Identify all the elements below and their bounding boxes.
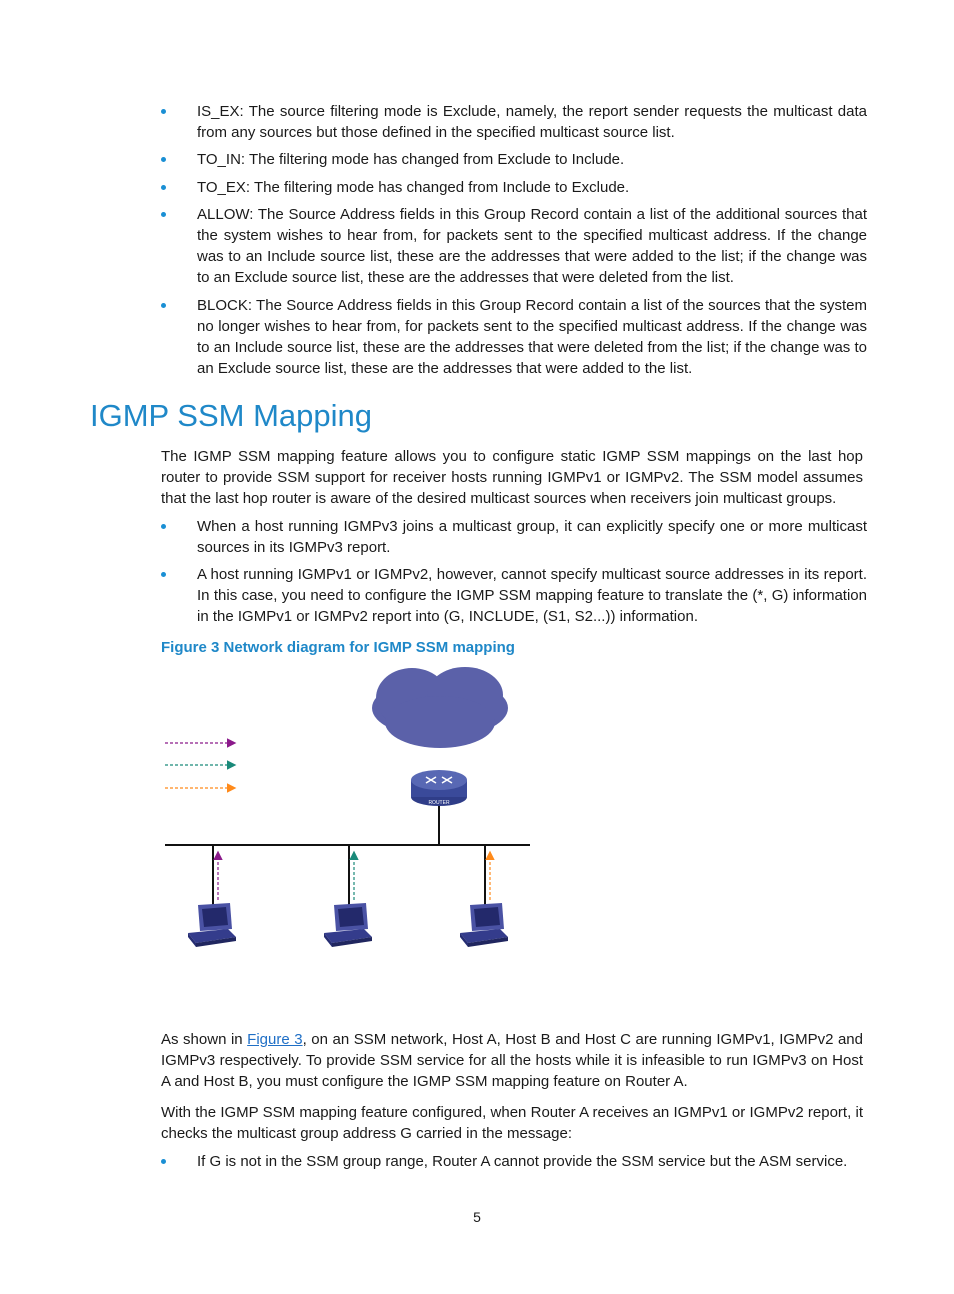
figure-3-link[interactable]: Figure 3	[247, 1031, 303, 1048]
bullet-icon	[161, 572, 166, 577]
list-item	[161, 149, 867, 170]
router-label: ROUTER	[428, 800, 450, 806]
figure-caption: Figure 3 Network diagram for IGMP SSM mapping	[161, 639, 515, 656]
paragraph-text: , on an SSM network, Host A, Host B and Host C are running IGMPv1, IGMPv2 and IGMPv3 respectively. To provide SSM service for all the hosts while it is infeasible to run IGMPv3 on Host A and Host B, you must configure the IGMP SSM mapping feature on Router A.	[161, 1031, 863, 1090]
list-item	[161, 177, 867, 198]
list-item	[161, 295, 867, 379]
ssm-network-paragraph	[161, 1029, 863, 1092]
list-item-text: IS_EX: The source filtering mode is Exclude, namely, the report sender requests the multicast data from any sources but those defined in the specified multicast source list.	[197, 103, 867, 141]
list-item-text: If G is not in the SSM group range, Router A cannot provide the SSM service but the ASM service.	[197, 1153, 848, 1170]
host-c-computer-icon	[460, 903, 508, 947]
bullet-icon	[161, 212, 166, 217]
host-a-computer-icon	[188, 903, 236, 947]
list-item	[161, 516, 867, 558]
bullet-icon	[161, 303, 166, 308]
list-item-text: TO_EX: The filtering mode has changed from Include to Exclude.	[197, 179, 630, 196]
list-item-text: A host running IGMPv1 or IGMPv2, however, cannot specify multicast source addresses in its report. In this case, you need to configure the IGMP SSM mapping feature to translate the (*, G) information in the IGMPv1 or IGMPv2 report into (G, INCLUDE, (S1, S2...)) information.	[197, 566, 867, 625]
network-cloud-icon	[372, 667, 508, 748]
bullet-icon	[161, 157, 166, 162]
bullet-icon	[161, 524, 166, 529]
paragraph-text: As shown in	[161, 1031, 248, 1048]
list-item	[161, 101, 867, 143]
page-number: 5	[473, 1209, 481, 1225]
network-diagram	[150, 660, 550, 960]
host-b-computer-icon	[324, 903, 372, 947]
list-item-text: BLOCK: The Source Address fields in this Group Record contain a list of the sources that the system no longer wishes to hear from, for packets sent to the specified multicast address. If the change was to an Include source list, these are the addresses that were deleted from the list; if the change was to an Exclude source list, these are the addresses that were added to the list.	[197, 297, 867, 377]
bullet-icon	[161, 185, 166, 190]
router-icon	[411, 770, 467, 845]
bullet-icon	[161, 109, 166, 114]
list-item	[161, 564, 867, 627]
list-item-text: TO_IN: The filtering mode has changed from Exclude to Include.	[197, 151, 625, 168]
list-item-text: ALLOW: The Source Address fields in this Group Record contain a list of the additional sources that the system wishes to hear from, for packets sent to the specified multicast address. If the change was to an Include source list, these are the addresses that were added to the list; if the change was to an Exclude source list, these are the addresses that were deleted from the list.	[197, 206, 867, 286]
intro-paragraph: The IGMP SSM mapping feature allows you to configure static IGMP SSM mappings on the last hop router to provide SSM support for receiver hosts running IGMPv1 or IGMPv2. The SSM model assumes that the last hop router is aware of the desired multicast sources when receivers join multicast groups.	[161, 448, 863, 507]
list-item	[161, 204, 867, 288]
list-item-text: When a host running IGMPv3 joins a multicast group, it can explicitly specify one or more multicast sources in its IGMPv3 report.	[197, 518, 867, 556]
configured-paragraph: With the IGMP SSM mapping feature configured, when Router A receives an IGMPv1 or IGMPv2 report, it checks the multicast group address G carried in the message:	[161, 1104, 863, 1142]
list-item	[161, 1151, 867, 1172]
bullet-icon	[161, 1159, 166, 1164]
section-heading: IGMP SSM Mapping	[90, 398, 372, 433]
